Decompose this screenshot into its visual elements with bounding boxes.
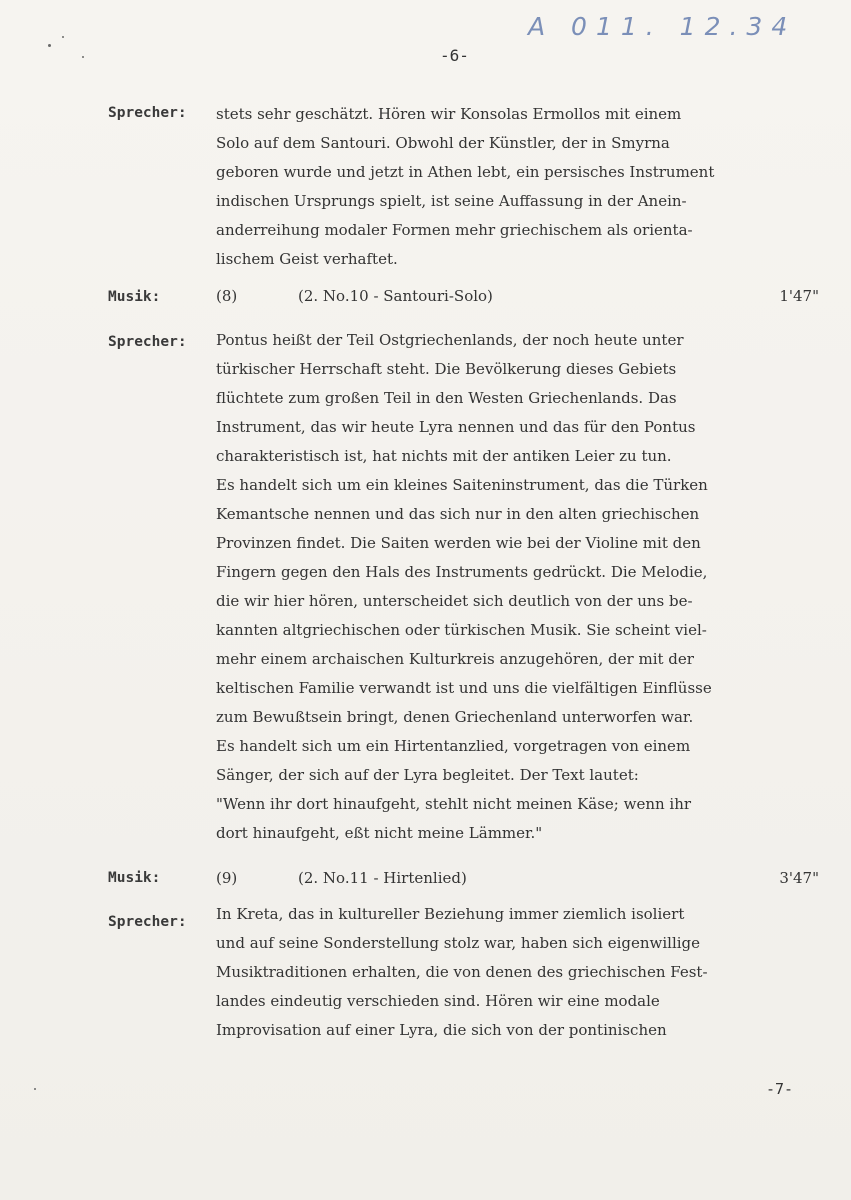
text-line: "Wenn ihr dort hinaufgeht, stehlt nicht meinen Käse; wenn ihr: [216, 795, 692, 813]
text-line: und auf seine Sonderstellung stolz war, haben sich eigenwillige: [216, 934, 701, 952]
speaker-text-block: [216, 900, 816, 1045]
text-line: Kemantsche nennen und das sich nur in den alten griechischen: [216, 505, 700, 523]
text-line: Instrument, das wir heute Lyra nennen und das für den Pontus: [216, 418, 696, 436]
text-line: anderreihung modaler Formen mehr griechischem als orienta-: [216, 221, 693, 239]
text-line: türkischer Herrschaft steht. Die Bevölkerung dieses Gebiets: [216, 360, 677, 378]
track-reference: (2. No.11 - Hirtenlied): [298, 869, 467, 887]
text-line: In Kreta, das in kultureller Beziehung immer ziemlich isoliert: [216, 905, 685, 923]
text-line: Musiktraditionen erhalten, die von denen des griechischen Fest-: [216, 963, 708, 981]
text-line: landes eindeutig verschieden sind. Hören wir eine modale: [216, 992, 660, 1010]
scan-speck: [48, 44, 51, 47]
text-line: Fingern gegen den Hals des Instruments gedrückt. Die Melodie,: [216, 563, 708, 581]
text-line: charakteristisch ist, hat nichts mit der antiken Leier zu tun.: [216, 447, 672, 465]
text-line: zum Bewußtsein bringt, denen Griechenland unterworfen war.: [216, 708, 694, 726]
text-line: Sänger, der sich auf der Lyra begleitet. Der Text lautet:: [216, 766, 639, 784]
track-duration: 1'47": [779, 287, 819, 305]
page-number: -6-: [440, 46, 469, 65]
text-line: lischem Geist verhaftet.: [216, 250, 398, 268]
text-line: kannten altgriechischen oder türkischen Musik. Sie scheint viel-: [216, 621, 707, 639]
text-line: Pontus heißt der Teil Ostgriechenlands, der noch heute unter: [216, 331, 684, 349]
text-line: indischen Ursprungs spielt, ist seine Auffassung in der Anein-: [216, 192, 687, 210]
text-line: die wir hier hören, unterscheidet sich deutlich von der uns be-: [216, 592, 693, 610]
speaker-label: Sprecher:: [108, 334, 187, 350]
text-line: flüchtete zum großen Teil in den Westen Griechenlands. Das: [216, 389, 677, 407]
track-number: (8): [216, 287, 238, 305]
text-line: Solo auf dem Santouri. Obwohl der Künstler, der in Smyrna: [216, 134, 670, 152]
text-line: Improvisation auf einer Lyra, die sich von der pontinischen: [216, 1021, 667, 1039]
scan-speck: [62, 36, 64, 38]
archive-number-handwritten: A 011. 12.34: [528, 12, 797, 41]
text-line: stets sehr geschätzt. Hören wir Konsolas Ermollos mit einem: [216, 105, 682, 123]
speaker-label: Sprecher:: [108, 105, 187, 121]
track-reference: (2. No.10 - Santouri-Solo): [298, 287, 493, 305]
text-line: mehr einem archaischen Kulturkreis anzugehören, der mit der: [216, 650, 694, 668]
music-label: Musik:: [108, 289, 161, 305]
text-line: geboren wurde und jetzt in Athen lebt, ein persisches Instrument: [216, 163, 715, 181]
music-label: Musik:: [108, 870, 161, 886]
speaker-text-block: [216, 100, 816, 274]
scan-speck: [82, 56, 84, 58]
track-number: (9): [216, 869, 238, 887]
scan-speck: [34, 1088, 36, 1090]
text-line: Provinzen findet. Die Saiten werden wie bei der Violine mit den: [216, 534, 701, 552]
next-page-number: -7-: [766, 1080, 794, 1098]
text-line: Es handelt sich um ein kleines Saiteninstrument, das die Türken: [216, 476, 708, 494]
text-line: keltischen Familie verwandt ist und uns die vielfältigen Einflüsse: [216, 679, 712, 697]
text-line: Es handelt sich um ein Hirtentanzlied, vorgetragen von einem: [216, 737, 691, 755]
speaker-text-block: [216, 326, 816, 848]
speaker-label: Sprecher:: [108, 914, 187, 930]
text-line: dort hinaufgeht, eßt nicht meine Lämmer.": [216, 824, 543, 842]
track-duration: 3'47": [779, 869, 819, 887]
